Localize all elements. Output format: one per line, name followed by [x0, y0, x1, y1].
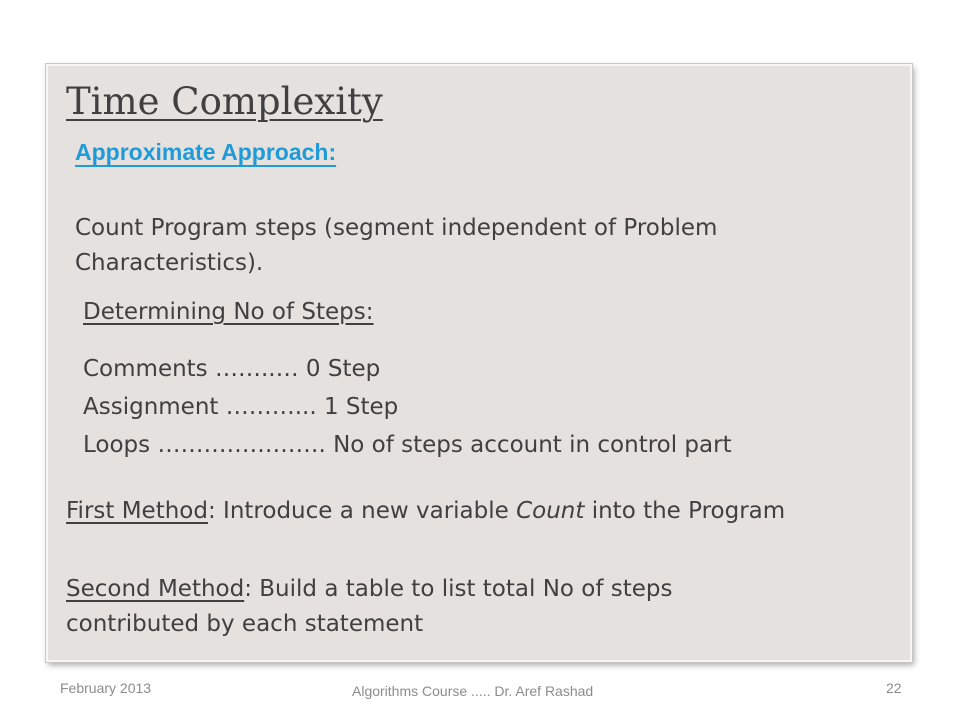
- first-method-text-before: : Introduce a new variable: [207, 498, 517, 524]
- slide-title: Time Complexity: [66, 80, 383, 123]
- first-method-label: First Method: [66, 498, 208, 524]
- first-method-text-after: into the Program: [584, 498, 786, 524]
- intro-line-1: Count Program steps (segment independent of Problem: [75, 215, 718, 241]
- second-method-text-line-1: : Build a table to list total No of steps: [244, 576, 673, 602]
- intro-paragraph: [75, 211, 717, 281]
- first-method: [66, 494, 785, 529]
- intro-line-2: Characteristics).: [75, 250, 264, 276]
- second-method: [66, 572, 673, 642]
- first-method-italic: Count: [516, 498, 585, 524]
- step-loops: Loops …………………. No of steps account in control part: [83, 432, 732, 458]
- footer-date: February 2013: [60, 680, 152, 696]
- steps-heading: Determining No of Steps:: [83, 299, 374, 325]
- second-method-text-line-2: contributed by each statement: [66, 611, 424, 637]
- step-assignment: Assignment ………... 1 Step: [83, 394, 399, 420]
- second-method-label: Second Method: [66, 576, 245, 602]
- steps-list: [83, 350, 732, 464]
- footer-course: Algorithms Course ..... Dr. Aref Rashad: [352, 683, 594, 699]
- step-comments: Comments ……..… 0 Step: [83, 356, 381, 382]
- footer-page-number: 22: [886, 680, 902, 696]
- slide-subtitle: Approximate Approach:: [75, 139, 337, 165]
